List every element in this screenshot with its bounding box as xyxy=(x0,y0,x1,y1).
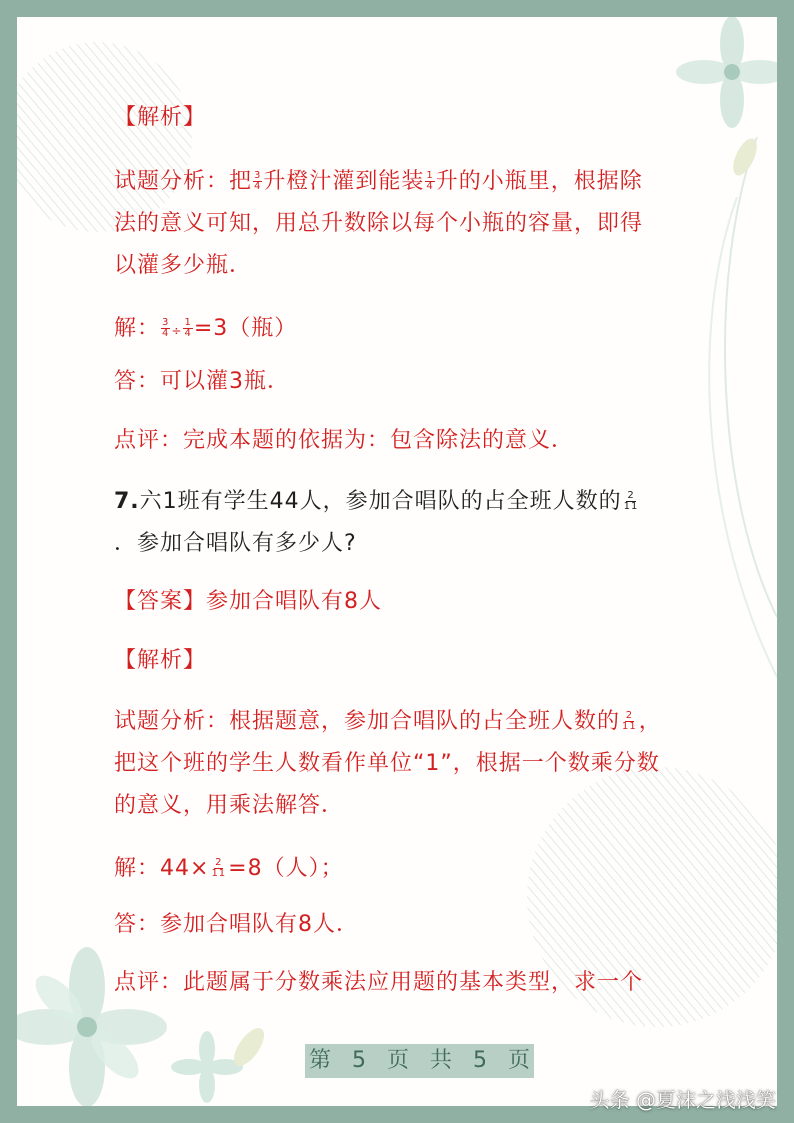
text: =3（瓶） xyxy=(193,316,298,341)
analysis-line-3: 以灌多少瓶． xyxy=(114,253,253,278)
document-content xyxy=(17,17,777,1106)
analysis-heading: 【解析】 xyxy=(114,105,207,130)
text: 试题分析：根据题意，参加合唱队的占全班人数的 xyxy=(114,709,621,734)
solution-line xyxy=(114,314,297,346)
fraction: $\frac{2}{11}$ xyxy=(623,489,639,512)
question-number: 7. xyxy=(114,489,140,514)
comment2-line: 点评：此题属于分数乘法应用题的基本类型，求一个 xyxy=(114,970,644,995)
fraction: $\frac{2}{11}$ xyxy=(211,856,227,879)
analysis2-line-2: 把这个班的学生人数看作单位“1”，根据一个数乘分数 xyxy=(114,751,660,776)
question-7-line-1 xyxy=(114,487,640,517)
analysis2-line-1 xyxy=(114,707,662,737)
fraction: $\frac{2}{11}$ xyxy=(622,709,637,732)
text: 六1班有学生44人，参加合唱队的占全班人数的 xyxy=(139,489,622,514)
analysis-line-2: 法的意义可知，用总升数除以每个小瓶的容量，即得 xyxy=(114,211,644,236)
divide-sign: ÷ xyxy=(171,324,183,338)
text: =8（人）； xyxy=(228,856,344,881)
document-page xyxy=(17,17,777,1106)
comment-line: 点评：完成本题的依据为：包含除法的意义． xyxy=(114,428,575,453)
fraction: $\frac{3}{4}$ xyxy=(254,169,262,192)
fraction: $\frac{3}{4}$ xyxy=(162,316,170,339)
analysis2-line-3: 的意义，用乘法解答． xyxy=(114,793,345,818)
answer2-line: 答：参加合唱队有8人． xyxy=(114,912,359,937)
answer-heading: 【答案】参加合唱队有8人 xyxy=(114,589,382,614)
watermark: 头条 @夏沫之浅浅笑 xyxy=(589,1088,776,1112)
page-footer: 第 5 页 共 5 页 xyxy=(305,1044,534,1078)
text: 解： xyxy=(114,316,161,341)
fraction: $\frac{1}{4}$ xyxy=(184,316,192,339)
text: 试题分析：把 xyxy=(114,169,253,194)
text: 升的小瓶里，根据除 xyxy=(435,169,643,194)
text: 升橙汁灌到能装 xyxy=(263,169,425,194)
question-7-line-2: ．参加合唱队有多少人? xyxy=(114,531,357,556)
fraction: $\frac{1}{4}$ xyxy=(426,169,434,192)
text: ， xyxy=(638,709,662,734)
answer-line: 答：可以灌3瓶． xyxy=(114,369,290,394)
text: 解：44× xyxy=(114,856,210,881)
analysis-line-1 xyxy=(114,167,643,197)
analysis-heading-2: 【解析】 xyxy=(114,648,207,673)
solution2-line xyxy=(114,854,344,884)
